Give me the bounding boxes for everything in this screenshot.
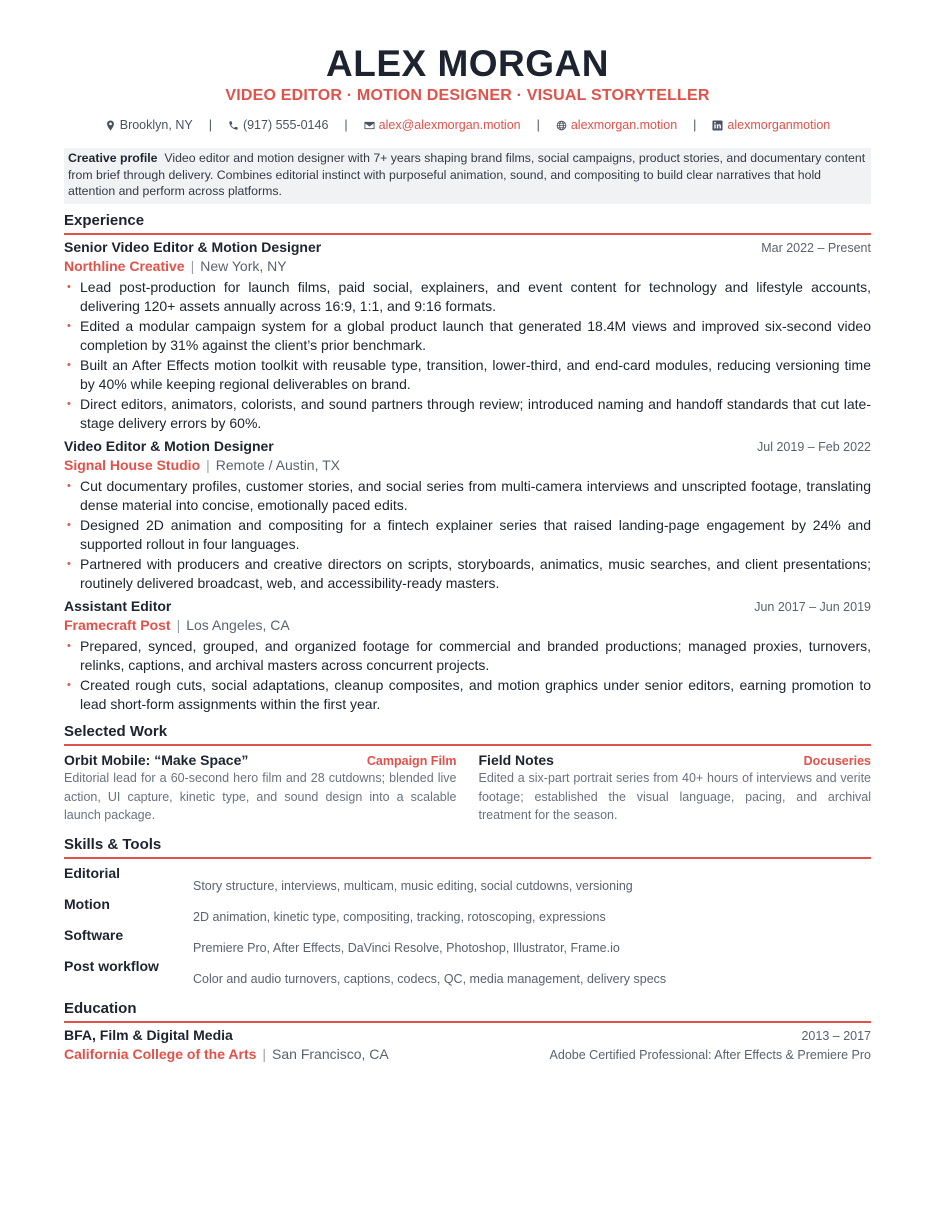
contact-separator: | — [536, 118, 540, 132]
education-section-title: Education — [64, 1000, 871, 1023]
job-location: Remote / Austin, TX — [215, 457, 341, 473]
work-tag: Campaign Film — [366, 754, 457, 768]
contact-location — [105, 118, 193, 132]
skill-value: 2D animation, kinetic type, compositing, tracking, rotoscoping, expressions — [193, 910, 606, 924]
certification: Adobe Certified Professional: After Effects & Premiere Pro — [549, 1048, 871, 1062]
skills-section-title: Skills & Tools — [64, 836, 871, 859]
job-title: Video Editor & Motion Designer — [64, 438, 274, 454]
job-location: Los Angeles, CA — [186, 617, 290, 633]
website-link[interactable]: alexmorgan.motion — [570, 118, 678, 132]
job-bullets — [64, 477, 871, 592]
candidate-name: ALEX MORGAN — [326, 43, 609, 84]
job-dates: Jun 2017 – Jun 2019 — [754, 600, 871, 614]
work-item — [479, 752, 872, 825]
list-item: • Edited a modular campaign system for a global product launch that generated 18.4M views and improved six-second video completion by 31% against the client’s prior benchmark. — [64, 317, 871, 354]
work-title: Field Notes — [478, 752, 554, 768]
skill-row — [64, 865, 871, 893]
contact-website[interactable] — [556, 118, 677, 132]
skill-name: Software — [64, 927, 124, 943]
skill-name: Post workflow — [64, 958, 159, 974]
education-years: 2013 – 2017 — [801, 1029, 871, 1043]
map-pin-icon — [105, 120, 116, 131]
skill-row — [64, 958, 871, 986]
contact-separator: | — [693, 118, 697, 132]
list-item: • Partnered with producers and creative directors on scripts, storyboards, animatics, music searches, and client presentations; routinely delivered broadcast, web, and accessibility-ready masters. — [64, 555, 871, 592]
work-title: Orbit Mobile: “Make Space” — [64, 752, 249, 768]
experience-section-title: Experience — [64, 212, 871, 235]
contact-linkedin[interactable] — [712, 118, 830, 132]
skill-name: Editorial — [64, 865, 121, 881]
job-location: New York, NY — [200, 258, 287, 274]
school-name: California College of the Arts — [64, 1046, 257, 1062]
profile-summary — [64, 148, 871, 204]
education-entry — [64, 1027, 871, 1062]
job-dates: Jul 2019 – Feb 2022 — [757, 440, 871, 454]
work-description: Edited a six-part portrait series from 40+ hours of interviews and verite footage; established the visual language, pacing, and archival treatment for the season. — [478, 771, 871, 822]
candidate-tagline: VIDEO EDITOR · MOTION DESIGNER · VISUAL STORYTELLER — [225, 87, 710, 104]
job-dates: Mar 2022 – Present — [761, 241, 871, 255]
selected-work-section-title: Selected Work — [64, 723, 871, 746]
job-entry — [64, 598, 871, 715]
skill-row — [64, 927, 871, 955]
job-bullets — [64, 278, 871, 432]
work-tag: Docuseries — [803, 754, 871, 768]
org-separator: | — [262, 1046, 267, 1062]
skill-value: Story structure, interviews, multicam, music editing, social cutdowns, versioning — [193, 879, 633, 893]
envelope-icon — [364, 120, 375, 131]
contact-separator: | — [344, 118, 348, 132]
company-name: Northline Creative — [64, 258, 185, 274]
school-location: San Francisco, CA — [272, 1046, 389, 1062]
list-item: • Prepared, synced, grouped, and organized footage for commercial and branded productions; managed proxies, turnovers, relinks, captions, and archival masters across concurrent projects. — [64, 637, 871, 674]
linkedin-link[interactable]: alexmorganmotion — [727, 118, 831, 132]
list-item: • Lead post-production for launch films, paid social, explainers, and event content for technology and lifestyle accounts, delivering 120+ assets annually across 16:9, 1:1, and 9:16 formats. — [64, 278, 871, 315]
skill-value: Premiere Pro, After Effects, DaVinci Resolve, Photoshop, Illustrator, Frame.io — [193, 941, 620, 955]
job-entry — [64, 438, 871, 594]
org-separator: | — [190, 258, 195, 274]
work-item — [64, 752, 457, 825]
skill-name: Motion — [64, 896, 110, 912]
skill-value: Color and audio turnovers, captions, codecs, QC, media management, delivery specs — [193, 972, 667, 986]
job-title: Senior Video Editor & Motion Designer — [64, 239, 322, 255]
job-bullets — [64, 637, 871, 713]
list-item: • Created rough cuts, social adaptations, cleanup composites, and motion graphics under senior editors, earning promotion to lead short-form assignments within the first year. — [64, 676, 871, 713]
contact-phone[interactable] — [228, 118, 328, 132]
contact-bar — [0, 118, 935, 132]
company-name: Signal House Studio — [64, 457, 201, 473]
list-item: • Built an After Effects motion toolkit with reusable type, transition, lower-third, and end-card modules, reducing versioning time by 40% while keeping regional deliverables on brand. — [64, 356, 871, 393]
org-separator: | — [176, 617, 181, 633]
list-item: • Designed 2D animation and compositing for a fintech explainer series that raised landing-page engagement by 24% and supported rollout in four languages. — [64, 516, 871, 553]
resume-header — [0, 0, 935, 132]
job-title: Assistant Editor — [64, 598, 172, 614]
contact-email[interactable] — [364, 118, 521, 132]
phone-icon — [228, 120, 239, 131]
email-link[interactable]: alex@alexmorgan.motion — [378, 118, 521, 132]
skill-row — [64, 896, 871, 924]
location-text: Brooklyn, NY — [119, 118, 193, 132]
linkedin-icon — [712, 120, 723, 131]
org-separator: | — [206, 457, 210, 473]
profile-text: Video editor and motion designer with 7+ years shaping brand films, social campaigns, product stories, and documentary content from brief through delivery. Combines editorial instinct with purposeful animation, sound, and compositing to build clear narratives that hold attention and perform across platforms. — [68, 151, 866, 199]
list-item: • Direct editors, animators, colorists, and sound partners through review; introduced naming and handoff standards that cut late-stage delivery errors by 60%. — [64, 395, 871, 432]
profile-label: Creative profile — [68, 151, 158, 165]
degree: BFA, Film & Digital Media — [64, 1027, 233, 1043]
company-name: Framecraft Post — [64, 617, 171, 633]
list-item: • Cut documentary profiles, customer stories, and social series from multi-camera interviews and unscripted footage, translating dense material into concise, emotionally paced edits. — [64, 477, 871, 514]
selected-work-grid — [64, 752, 871, 825]
work-description: Editorial lead for a 60-second hero film and 28 cutdowns; blended live action, UI capture, kinetic type, and sound design into a scalable launch package. — [64, 771, 457, 822]
job-entry — [64, 239, 871, 434]
contact-separator: | — [208, 118, 212, 132]
globe-icon — [556, 120, 567, 131]
phone-text: (917) 555-0146 — [242, 118, 329, 132]
